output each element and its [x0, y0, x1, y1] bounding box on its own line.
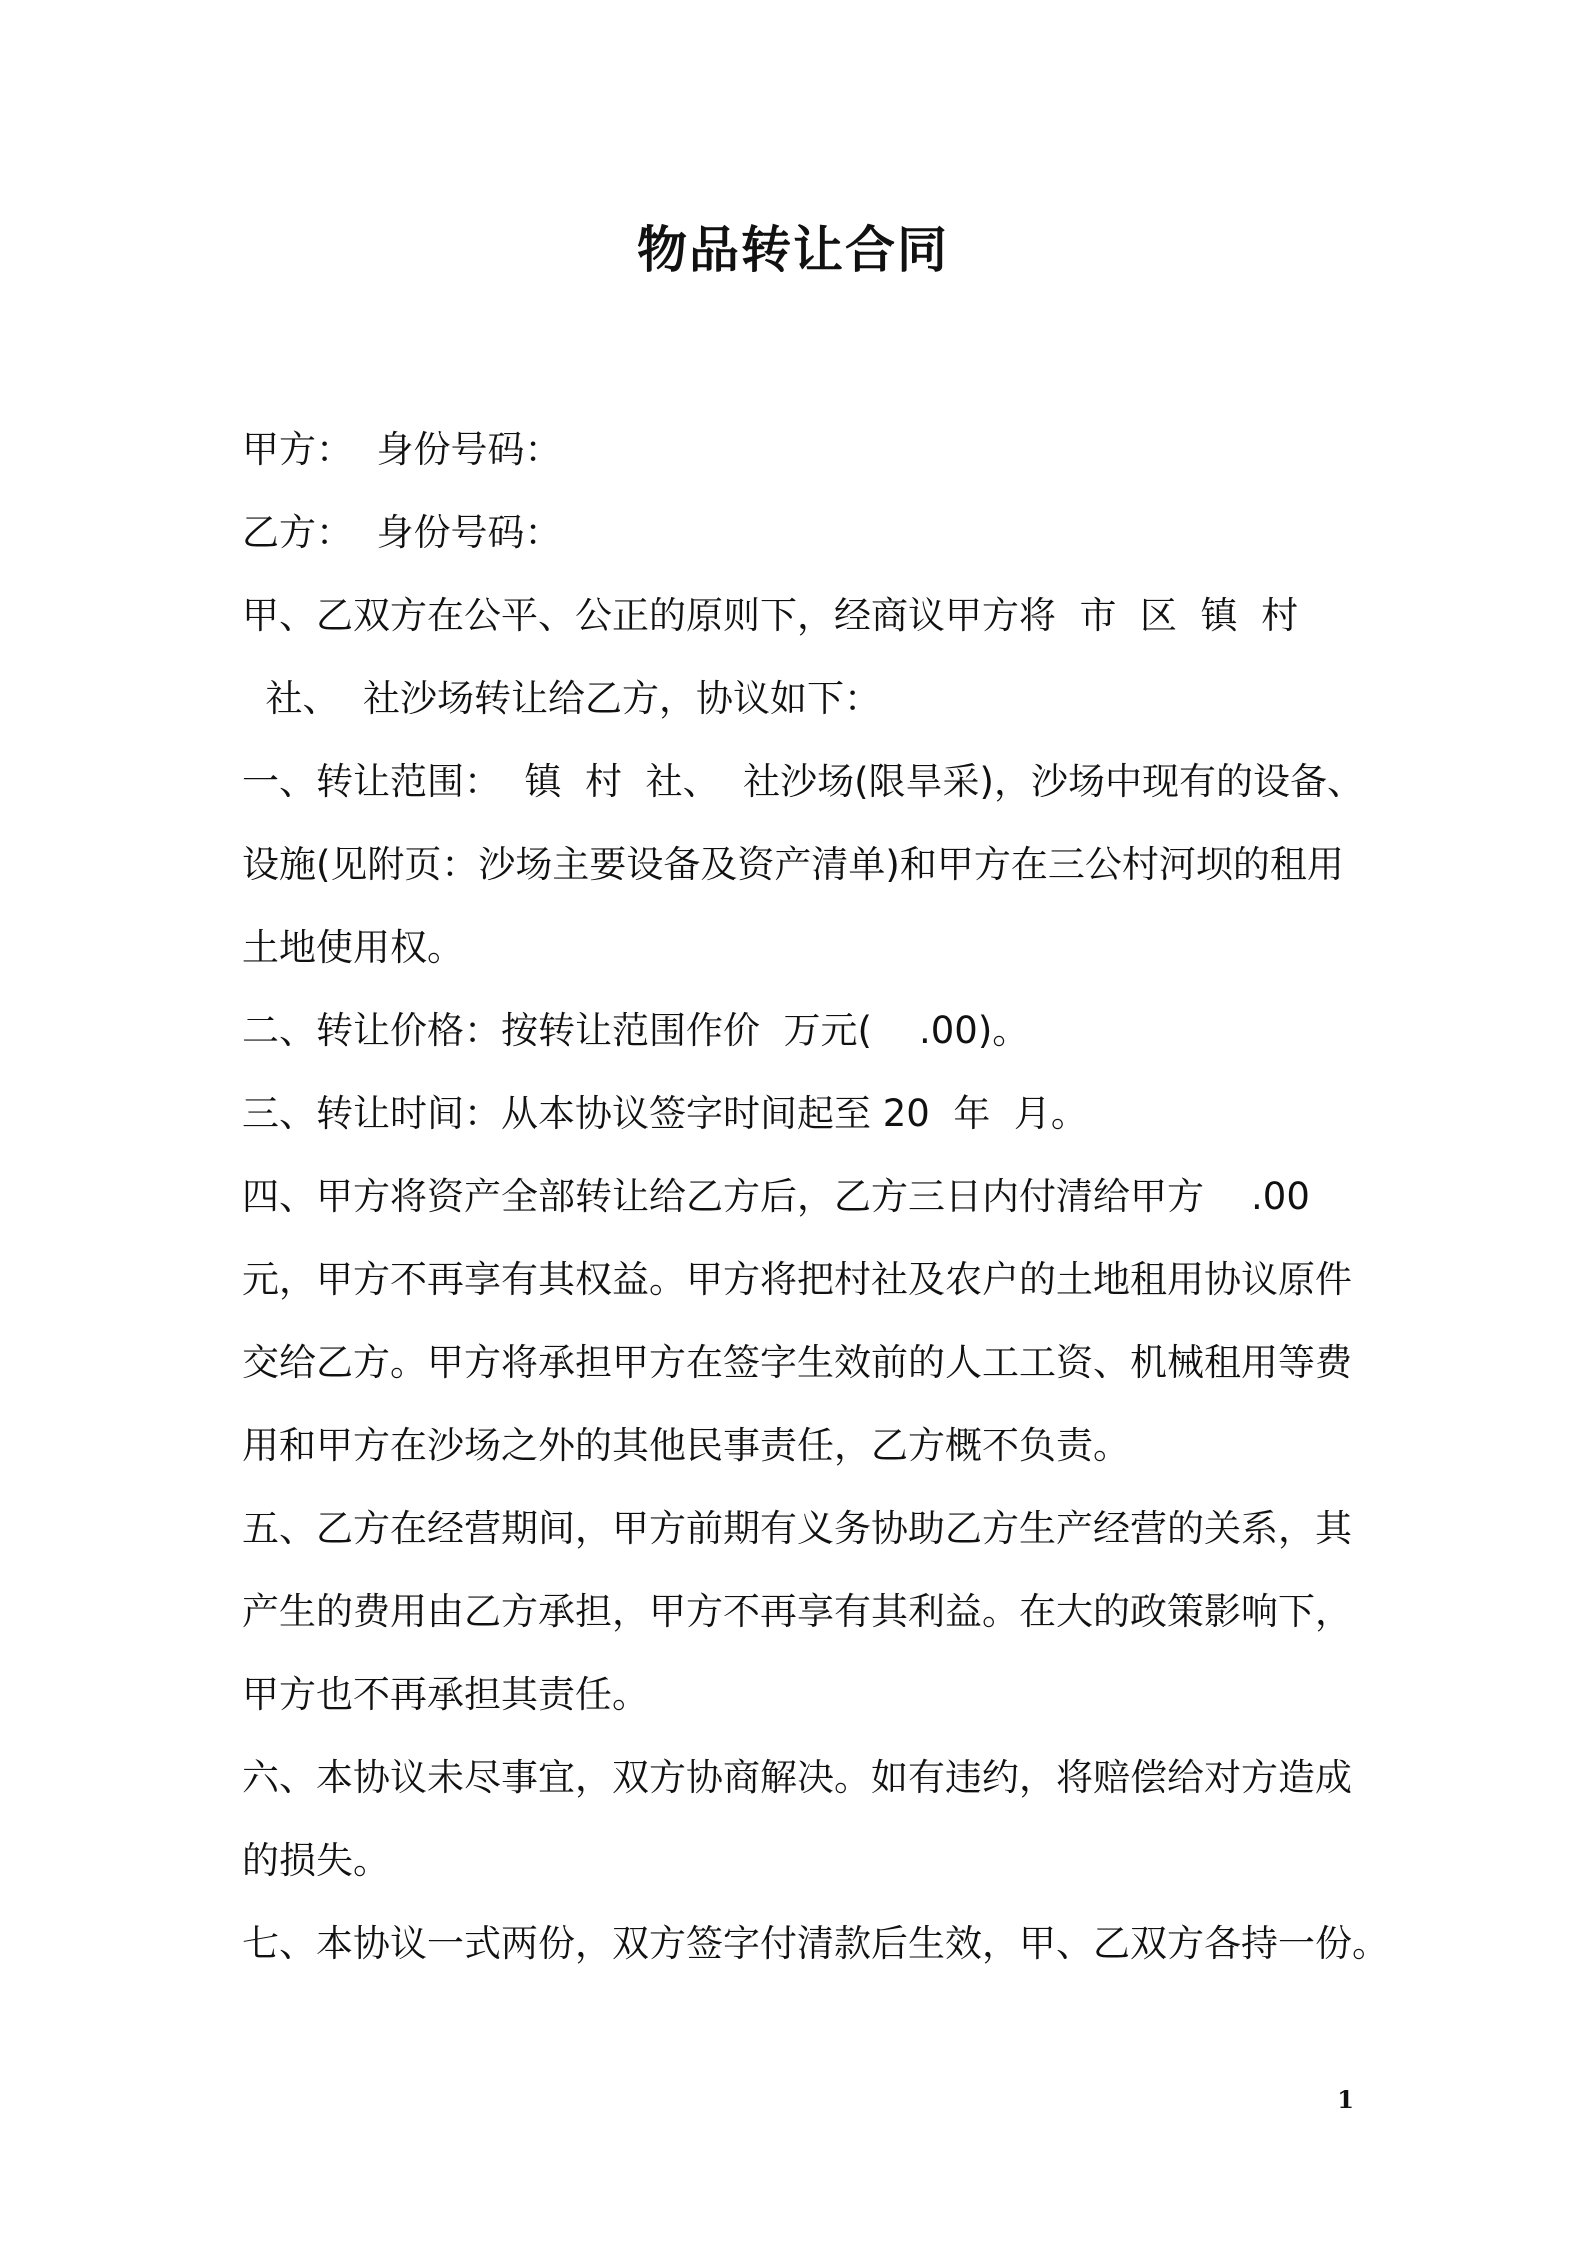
clause-6-line-2: 的损失。 [242, 1839, 390, 1882]
clause-4-line-1: 四、甲方将资产全部转让给乙方后，乙方三日内付清给甲方 .00 [242, 1175, 1310, 1218]
contract-body [242, 408, 1389, 1985]
paragraph-intro-line-1: 甲、乙双方在公平、公正的原则下，经商议甲方将 市 区 镇 村 [242, 594, 1299, 637]
clause-5-line-1: 五、乙方在经营期间，甲方前期有义务协助乙方生产经营的关系，其 [242, 1507, 1352, 1550]
clause-7: 七、本协议一式两份，双方签字付清款后生效，甲、乙双方各持一份。 [242, 1922, 1389, 1965]
clause-1-line-2: 设施(见附页：沙场主要设备及资产清单)和甲方在三公村河坝的租用 [242, 843, 1344, 886]
line-party-a: 甲方： 身份号码： [242, 428, 562, 471]
clause-3: 三、转让时间：从本协议签字时间起至 20 年 月。 [242, 1092, 1088, 1135]
clause-2: 二、转让价格：按转让范围作价 万元( .00)。 [242, 1009, 1030, 1052]
clause-4-line-4: 用和甲方在沙场之外的其他民事责任，乙方概不负责。 [242, 1424, 1130, 1467]
clause-4-line-2: 元，甲方不再享有其权益。甲方将把村社及农户的土地租用协议原件 [242, 1258, 1352, 1301]
line-party-b: 乙方： 身份号码： [242, 511, 562, 554]
paragraph-intro-line-2: 社、 社沙场转让给乙方，协议如下： [242, 677, 882, 720]
clause-4-line-3: 交给乙方。甲方将承担甲方在签字生效前的人工工资、机械租用等费 [242, 1341, 1352, 1384]
clause-1-line-1: 一、转让范围： 镇 村 社、 社沙场(限旱采)，沙场中现有的设备、 [242, 760, 1364, 803]
document-title: 物品转让合同 [637, 221, 949, 279]
clause-5-line-3: 甲方也不再承担其责任。 [242, 1673, 649, 1716]
clause-1-line-3: 土地使用权。 [242, 926, 464, 969]
clause-5-line-2: 产生的费用由乙方承担，甲方不再享有其利益。在大的政策影响下， [242, 1590, 1352, 1633]
clause-6-line-1: 六、本协议未尽事宜，双方协商解决。如有违约，将赔偿给对方造成 [242, 1756, 1352, 1799]
page-number: 1 [1337, 2085, 1354, 2114]
